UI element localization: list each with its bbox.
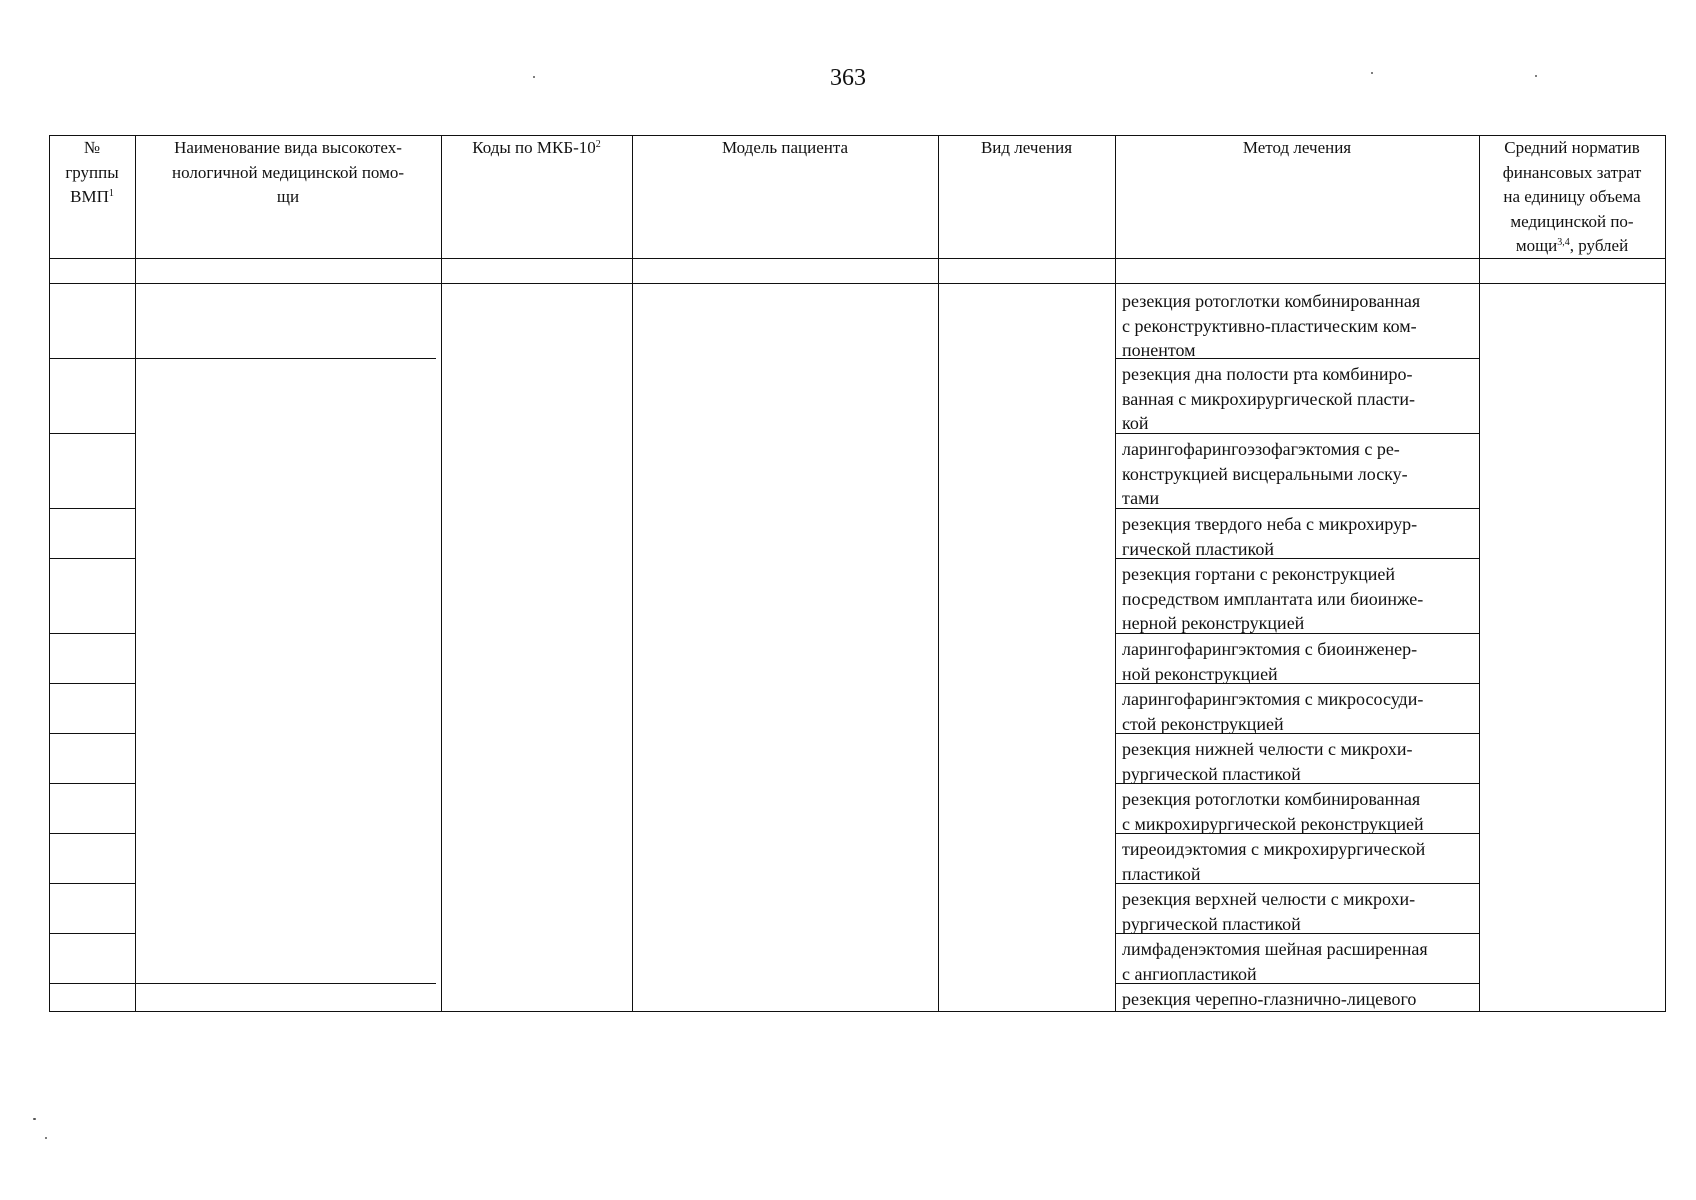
treatment-method-line: резекция гортани с реконструкцией [1122, 564, 1396, 584]
treatment-method-line: конструкцией висцеральными лоску- [1122, 463, 1408, 484]
treatment-method-line: резекция ротоглотки комбинированная [1122, 789, 1421, 809]
method-row-divider [1115, 833, 1480, 834]
treatment-method-line: понентом [1122, 340, 1196, 360]
method-row-divider [1115, 933, 1480, 934]
treatment-method-cell [1117, 437, 1488, 511]
treatment-method-cell [1117, 737, 1488, 786]
treatment-method-line: резекция твердого неба с микрохирур- [1122, 514, 1418, 534]
treatment-method-cell [1117, 937, 1488, 986]
treatment-method-line: с ангиопластикой [1122, 963, 1257, 984]
method-row-divider [1115, 558, 1480, 559]
treatment-method-cell [1117, 289, 1488, 363]
treatment-method-cell [1117, 837, 1488, 886]
treatment-method-cell [1117, 362, 1488, 436]
header-treatment-method: Метод лечения [1242, 138, 1352, 157]
header-treatment-type: Вид лечения [980, 138, 1073, 157]
treatment-method-line: тиреоидэктомия с микрохирургической [1122, 839, 1426, 859]
treatment-method-line: стой реконструкцией [1122, 713, 1284, 734]
method-row-divider [1115, 783, 1480, 784]
method-row-divider [1115, 983, 1480, 984]
treatment-method-cell [1117, 562, 1488, 636]
treatment-method-line: резекция ротоглотки комбинированная [1122, 291, 1421, 311]
treatment-method-cell [1117, 987, 1488, 1012]
treatment-method-line: посредством имплантата или биоинже- [1122, 588, 1424, 609]
treatment-method-line: лимфаденэктомия шейная расширенная [1122, 939, 1428, 959]
treatment-method-line: ванная с микрохирургической пласти- [1122, 388, 1416, 409]
method-row-divider [1115, 883, 1480, 884]
treatment-method-cell [1117, 687, 1488, 736]
scan-speck [1535, 75, 1537, 77]
treatment-method-line: тами [1122, 488, 1160, 508]
treatment-method-cell [1117, 887, 1488, 936]
page-number: 363 [830, 65, 866, 91]
scan-speck [45, 1137, 47, 1139]
scan-speck [1371, 72, 1373, 74]
method-row-divider [1115, 508, 1480, 509]
treatment-method-line: резекция верхней челюсти с микрохи- [1122, 889, 1416, 909]
treatment-method-line: ларингофарингэктомия с микрососуди- [1122, 689, 1424, 709]
scan-speck [33, 1118, 36, 1120]
method-row-divider [1115, 683, 1480, 684]
treatment-method-line: нерной реконструкцией [1122, 613, 1305, 633]
treatment-method-line: ной реконструкцией [1122, 663, 1278, 684]
treatment-method-line: пластикой [1122, 863, 1201, 884]
treatment-method-line: резекция дна полости рта комбиниро- [1122, 364, 1413, 384]
method-row-divider [1115, 733, 1480, 734]
treatment-method-line: ларингофарингоэзофагэктомия с ре- [1122, 439, 1400, 459]
header-group-number: № группы ВМП$^1$ [65, 138, 119, 206]
treatment-method-line: резекция черепно-глазнично-лицевого [1122, 989, 1417, 1009]
method-row-divider [1115, 633, 1480, 634]
treatment-method-line: гической пластикой [1122, 538, 1275, 559]
treatment-method-line: ларингофарингэктомия с биоинженер- [1122, 639, 1418, 659]
header-vmp-name: Наименование вида высокотех- нологичной медицинской помо- щи [171, 138, 405, 206]
treatment-method-line: с реконструктивно-пластическим ком- [1122, 315, 1417, 336]
method-row-divider [1115, 358, 1480, 359]
treatment-method-line: с микрохирургической реконструкцией [1122, 813, 1424, 834]
treatment-method-line: кой [1122, 413, 1149, 433]
treatment-method-line: рургической пластикой [1122, 913, 1301, 934]
header-average-cost: Средний норматив финансовых затрат на единицу объема медицинской по- мощи$^{3,4}$, рублей [1502, 138, 1642, 255]
treatment-method-line: рургической пластикой [1122, 763, 1301, 784]
treatment-method-cell [1117, 637, 1488, 686]
scan-speck [533, 76, 535, 78]
treatment-method-cell [1117, 787, 1488, 836]
method-row-divider [1115, 433, 1480, 434]
treatment-method-cell [1117, 512, 1488, 561]
treatment-method-line: резекция нижней челюсти с микрохи- [1122, 739, 1413, 759]
header-mkb-codes: Коды по МКБ-$10^2$ [472, 138, 601, 157]
header-patient-model: Модель пациента [721, 138, 849, 157]
